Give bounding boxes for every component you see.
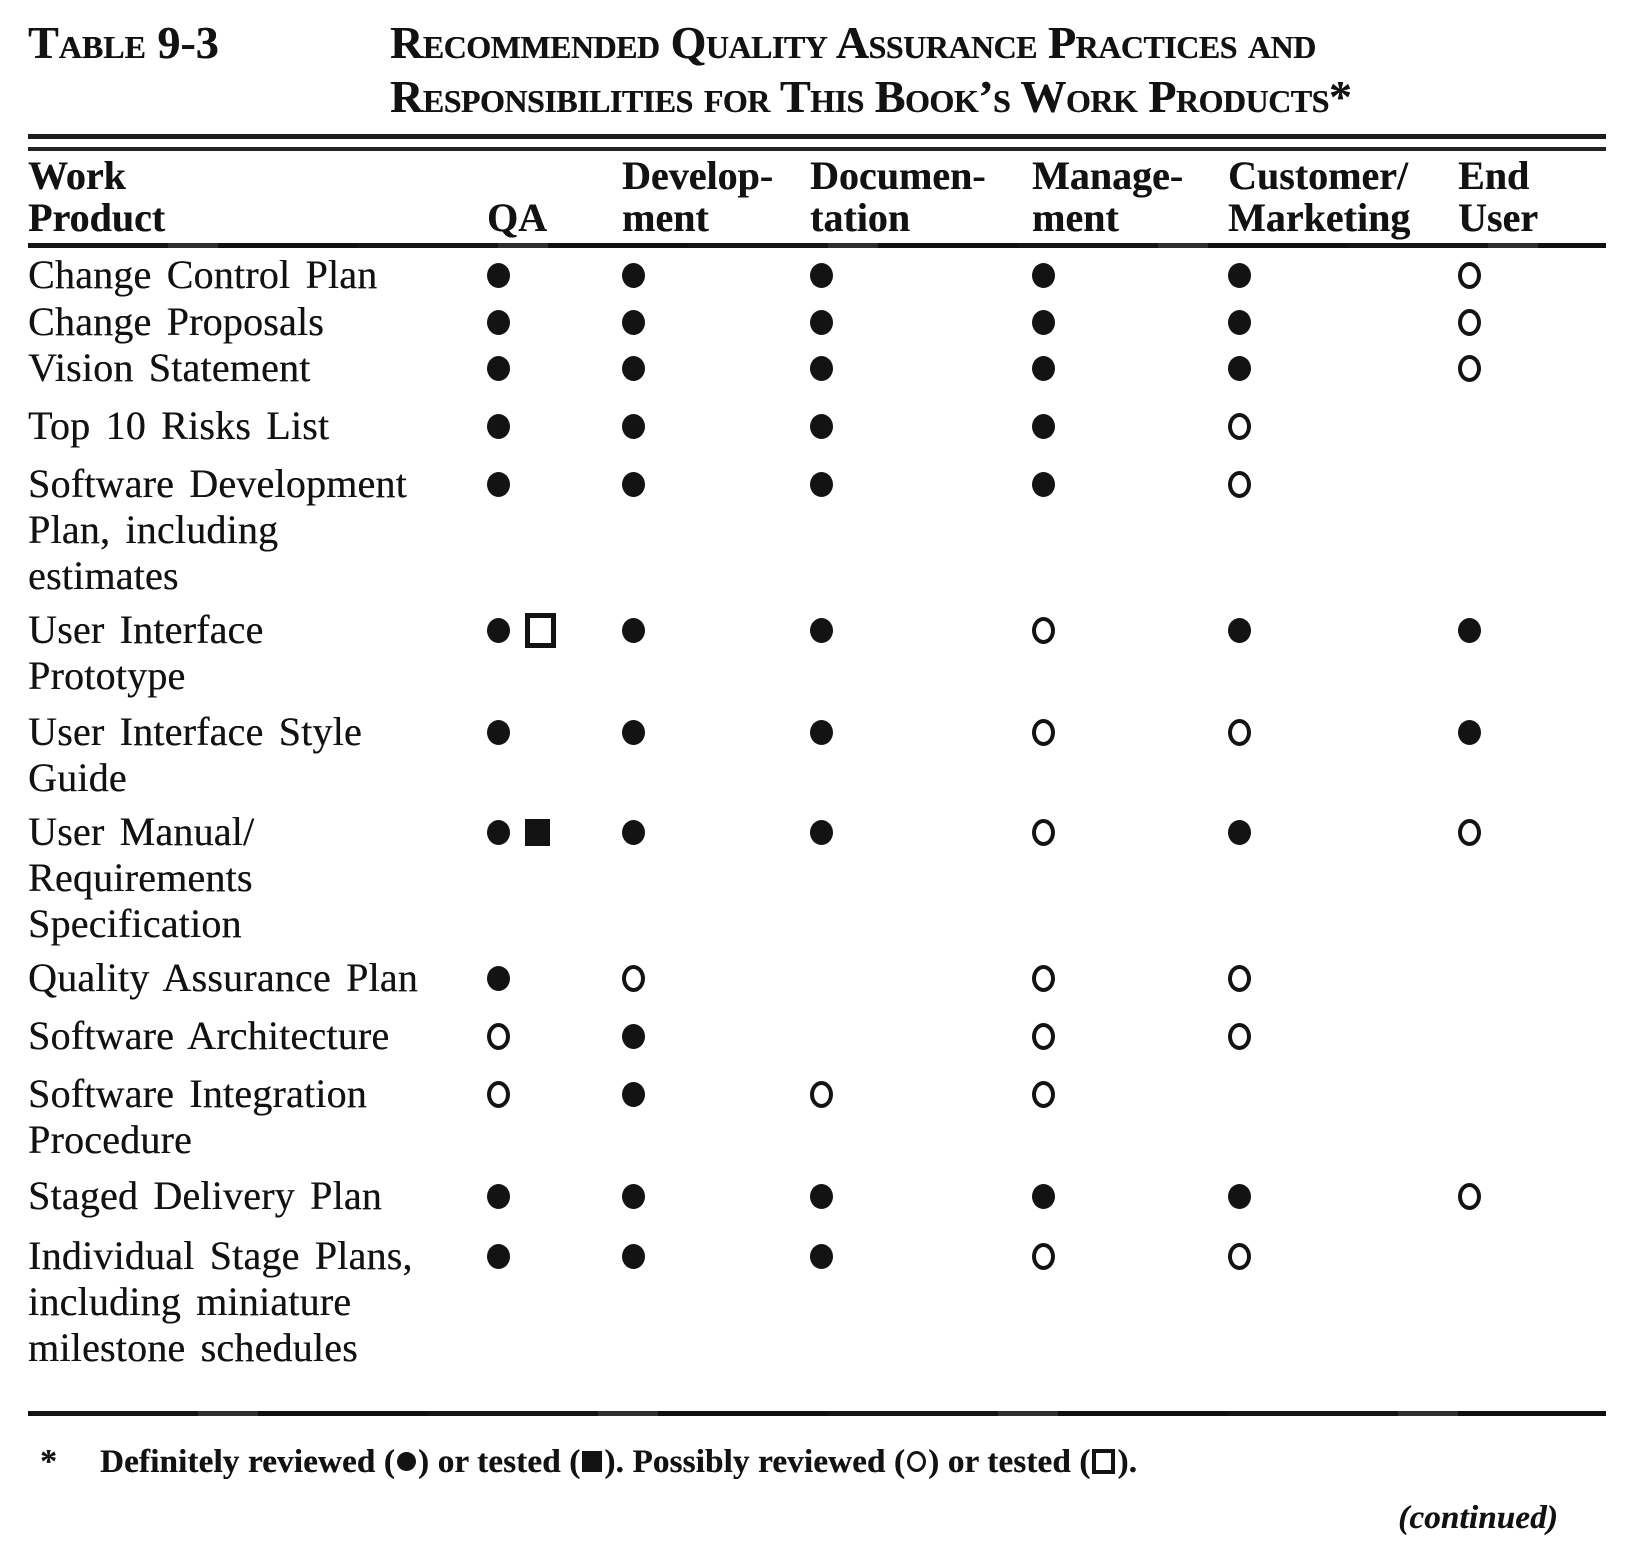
cell-qa: [459, 299, 594, 345]
open-circle-icon: [1032, 1023, 1055, 1050]
filled-circle-icon: [810, 720, 833, 745]
top-double-rule: [28, 134, 1606, 151]
cell-end-user: [1430, 461, 1606, 507]
work-product-label: User Manual/ Requirements Specification: [28, 809, 255, 946]
column-header-management: Manage- ment: [1032, 153, 1184, 240]
open-circle-icon: [1228, 1023, 1251, 1050]
cell-management: [1004, 607, 1200, 653]
open-circle-icon: [1228, 471, 1251, 498]
column-header-development: Develop- ment: [622, 153, 774, 240]
cell-documentation: [782, 299, 1004, 345]
cell-development: [594, 345, 782, 391]
filled-circle-icon: [622, 1024, 645, 1049]
filled-circle-icon: [810, 820, 833, 845]
open-circle-icon: [487, 1023, 510, 1050]
column-header-documentation: Documen- tation: [810, 153, 986, 240]
filled-circle-icon: [810, 618, 833, 643]
filled-circle-icon: [622, 414, 645, 439]
cell-end-user: [1430, 1071, 1606, 1117]
work-product-label: Quality Assurance Plan: [28, 955, 418, 1000]
filled-circle-icon: [622, 618, 645, 643]
work-product-label: Change Control Plan: [28, 252, 378, 297]
open-circle-icon: [1458, 1183, 1481, 1210]
cell-qa: [459, 461, 594, 507]
cell-documentation: [782, 403, 1004, 449]
work-product-label: Software Integration Procedure: [28, 1071, 367, 1162]
open-circle-icon: [1458, 819, 1481, 846]
cell-qa: [459, 1071, 594, 1117]
table-row: [28, 709, 1606, 801]
column-header-work-product: Work Product: [28, 153, 166, 240]
cell-management: [1004, 1173, 1200, 1219]
cell-qa: [459, 1173, 594, 1219]
open-circle-icon: [1458, 355, 1481, 382]
filled-circle-icon: [810, 1184, 833, 1209]
cell-qa: [459, 1233, 594, 1279]
open-circle-icon: [1228, 719, 1251, 746]
cell-development: [594, 403, 782, 449]
work-product-label: Top 10 Risks List: [28, 403, 330, 448]
work-product-label: User Interface Style Guide: [28, 709, 362, 800]
table-row: [28, 1233, 1606, 1371]
table-row: [28, 809, 1606, 947]
filled-circle-icon: [622, 356, 645, 381]
cell-end-user: [1430, 345, 1606, 391]
filled-circle-icon: [487, 720, 510, 745]
cell-customer-marketing: [1200, 607, 1430, 653]
table-row: [28, 607, 1606, 699]
cell-development: [594, 1071, 782, 1117]
open-circle-icon: [1032, 719, 1055, 746]
filled-circle-icon: [487, 414, 510, 439]
cell-qa: [459, 252, 594, 298]
open-circle-icon: [1458, 309, 1481, 336]
cell-management: [1004, 299, 1200, 345]
cell-customer-marketing: [1200, 709, 1430, 755]
cell-customer-marketing: [1200, 345, 1430, 391]
cell-management: [1004, 403, 1200, 449]
cell-development: [594, 809, 782, 855]
cell-development: [594, 461, 782, 507]
cell-qa: [459, 345, 594, 391]
cell-management: [1004, 252, 1200, 298]
filled-circle-icon: [622, 720, 645, 745]
filled-circle-icon: [1032, 414, 1055, 439]
table-row: [28, 461, 1606, 599]
cell-management: [1004, 1071, 1200, 1117]
open-circle-icon: [1228, 965, 1251, 992]
open-circle-icon: [622, 965, 645, 992]
filled-circle-icon: [810, 1244, 833, 1269]
cell-customer-marketing: [1200, 1173, 1430, 1219]
filled-circle-icon: [810, 263, 833, 288]
filled-circle-icon: [1228, 618, 1251, 643]
filled-circle-icon: [622, 820, 645, 845]
open-circle-icon: [1458, 262, 1481, 289]
cell-end-user: [1430, 1233, 1606, 1279]
table-row: [28, 1071, 1606, 1163]
filled-circle-icon: [487, 356, 510, 381]
open-circle-icon: [1228, 1243, 1251, 1270]
cell-end-user: [1430, 1013, 1606, 1059]
cell-management: [1004, 809, 1200, 855]
filled-square-icon: [582, 1451, 602, 1472]
cell-development: [594, 955, 782, 1001]
cell-documentation: [782, 809, 1004, 855]
work-product-label: Vision Statement: [28, 345, 311, 390]
filled-circle-icon: [622, 472, 645, 497]
filled-circle-icon: [1228, 356, 1251, 381]
footnote-text: Definitely reviewed ( ) or tested ( ). Possibly reviewed ( ) or tested ( ).: [100, 1444, 1138, 1480]
cell-documentation: [782, 252, 1004, 298]
cell-management: [1004, 1013, 1200, 1059]
table-row: [28, 345, 1606, 391]
cell-management: [1004, 709, 1200, 755]
open-circle-icon: [907, 1451, 926, 1472]
filled-circle-icon: [1032, 356, 1055, 381]
cell-management: [1004, 461, 1200, 507]
cell-qa: [459, 1013, 594, 1059]
column-header-customer-marketing: Customer/ Marketing: [1228, 153, 1411, 240]
table-heading: [390, 16, 1351, 124]
footnote-marker: *: [40, 1443, 58, 1480]
cell-documentation: [782, 1071, 1004, 1117]
open-square-icon: [525, 613, 556, 648]
filled-circle-icon: [1228, 1184, 1251, 1209]
filled-circle-icon: [622, 1082, 645, 1107]
cell-documentation: [782, 955, 1004, 1001]
table-title: [28, 16, 1606, 124]
cell-end-user: [1430, 607, 1606, 653]
filled-circle-icon: [1032, 472, 1055, 497]
cell-customer-marketing: [1200, 1233, 1430, 1279]
filled-circle-icon: [810, 414, 833, 439]
filled-circle-icon: [1032, 310, 1055, 335]
open-circle-icon: [1032, 819, 1055, 846]
filled-circle-icon: [487, 472, 510, 497]
filled-circle-icon: [487, 618, 510, 643]
cell-customer-marketing: [1200, 403, 1430, 449]
work-product-label: Staged Delivery Plan: [28, 1173, 382, 1218]
continued-note: (continued): [1398, 1500, 1558, 1536]
cell-customer-marketing: [1200, 1071, 1430, 1117]
filled-circle-icon: [1032, 263, 1055, 288]
open-circle-icon: [1228, 413, 1251, 440]
open-circle-icon: [487, 1081, 510, 1108]
open-circle-icon: [1032, 1243, 1055, 1270]
heading-line-1: Recommended Quality Assurance Practices and: [390, 17, 1316, 68]
cell-end-user: [1430, 709, 1606, 755]
column-header-qa: QA: [487, 195, 547, 240]
filled-circle-icon: [810, 310, 833, 335]
filled-circle-icon: [810, 356, 833, 381]
cell-end-user: [1430, 252, 1606, 298]
filled-circle-icon: [1228, 263, 1251, 288]
filled-circle-icon: [1228, 310, 1251, 335]
cell-development: [594, 709, 782, 755]
cell-documentation: [782, 345, 1004, 391]
cell-documentation: [782, 1173, 1004, 1219]
cell-end-user: [1430, 299, 1606, 345]
filled-circle-icon: [1458, 618, 1481, 643]
cell-customer-marketing: [1200, 955, 1430, 1001]
cell-documentation: [782, 709, 1004, 755]
header-rule: [28, 243, 1606, 248]
cell-documentation: [782, 461, 1004, 507]
cell-qa: [459, 955, 594, 1001]
cell-customer-marketing: [1200, 809, 1430, 855]
table-row: [28, 252, 1606, 298]
filled-circle-icon: [487, 263, 510, 288]
filled-circle-icon: [487, 1184, 510, 1209]
filled-circle-icon: [487, 1244, 510, 1269]
table-row: [28, 955, 1606, 1001]
column-header-end-user: End User: [1458, 153, 1538, 240]
filled-circle-icon: [1228, 820, 1251, 845]
cell-documentation: [782, 1013, 1004, 1059]
work-product-label: User Interface Prototype: [28, 607, 264, 698]
cell-management: [1004, 955, 1200, 1001]
table-label: Table 9-3: [28, 17, 219, 68]
filled-circle-icon: [487, 310, 510, 335]
open-circle-icon: [1032, 617, 1055, 644]
cell-development: [594, 1013, 782, 1059]
cell-customer-marketing: [1200, 252, 1430, 298]
work-product-label: Individual Stage Plans, including miniature milestone schedules: [28, 1233, 413, 1370]
cell-development: [594, 607, 782, 653]
cell-development: [594, 1173, 782, 1219]
cell-development: [594, 1233, 782, 1279]
cell-end-user: [1430, 955, 1606, 1001]
table-header-row: [28, 151, 1606, 243]
filled-circle-icon: [622, 1184, 645, 1209]
heading-line-2: Responsibilities for This Book’s Work Products*: [390, 71, 1352, 122]
cell-qa: [459, 809, 594, 855]
cell-development: [594, 252, 782, 298]
cell-end-user: [1430, 1173, 1606, 1219]
cell-qa: [459, 403, 594, 449]
filled-circle-icon: [397, 1452, 416, 1471]
filled-circle-icon: [487, 966, 510, 991]
table-row: [28, 1013, 1606, 1059]
cell-end-user: [1430, 403, 1606, 449]
open-square-icon: [1092, 1449, 1115, 1474]
cell-development: [594, 299, 782, 345]
open-circle-icon: [810, 1081, 833, 1108]
table-row: [28, 299, 1606, 345]
work-product-label: Software Architecture: [28, 1013, 390, 1058]
cell-customer-marketing: [1200, 1013, 1430, 1059]
cell-qa: [459, 607, 594, 653]
work-product-label: Software Development Plan, including estimates: [28, 461, 407, 598]
filled-circle-icon: [622, 263, 645, 288]
table-row: [28, 1173, 1606, 1219]
work-product-label: Change Proposals: [28, 299, 324, 344]
cell-management: [1004, 345, 1200, 391]
table-row: [28, 403, 1606, 449]
cell-documentation: [782, 1233, 1004, 1279]
open-circle-icon: [1032, 965, 1055, 992]
cell-documentation: [782, 607, 1004, 653]
filled-circle-icon: [487, 820, 510, 845]
footnote: [28, 1442, 1606, 1482]
cell-management: [1004, 1233, 1200, 1279]
cell-end-user: [1430, 809, 1606, 855]
cell-qa: [459, 709, 594, 755]
filled-circle-icon: [1032, 1184, 1055, 1209]
filled-square-icon: [525, 819, 550, 846]
filled-circle-icon: [1458, 720, 1481, 745]
filled-circle-icon: [810, 472, 833, 497]
filled-circle-icon: [622, 1244, 645, 1269]
table-body: [28, 252, 1606, 1371]
cell-customer-marketing: [1200, 461, 1430, 507]
filled-circle-icon: [622, 310, 645, 335]
cell-customer-marketing: [1200, 299, 1430, 345]
bottom-rule: [28, 1411, 1606, 1416]
open-circle-icon: [1032, 1081, 1055, 1108]
